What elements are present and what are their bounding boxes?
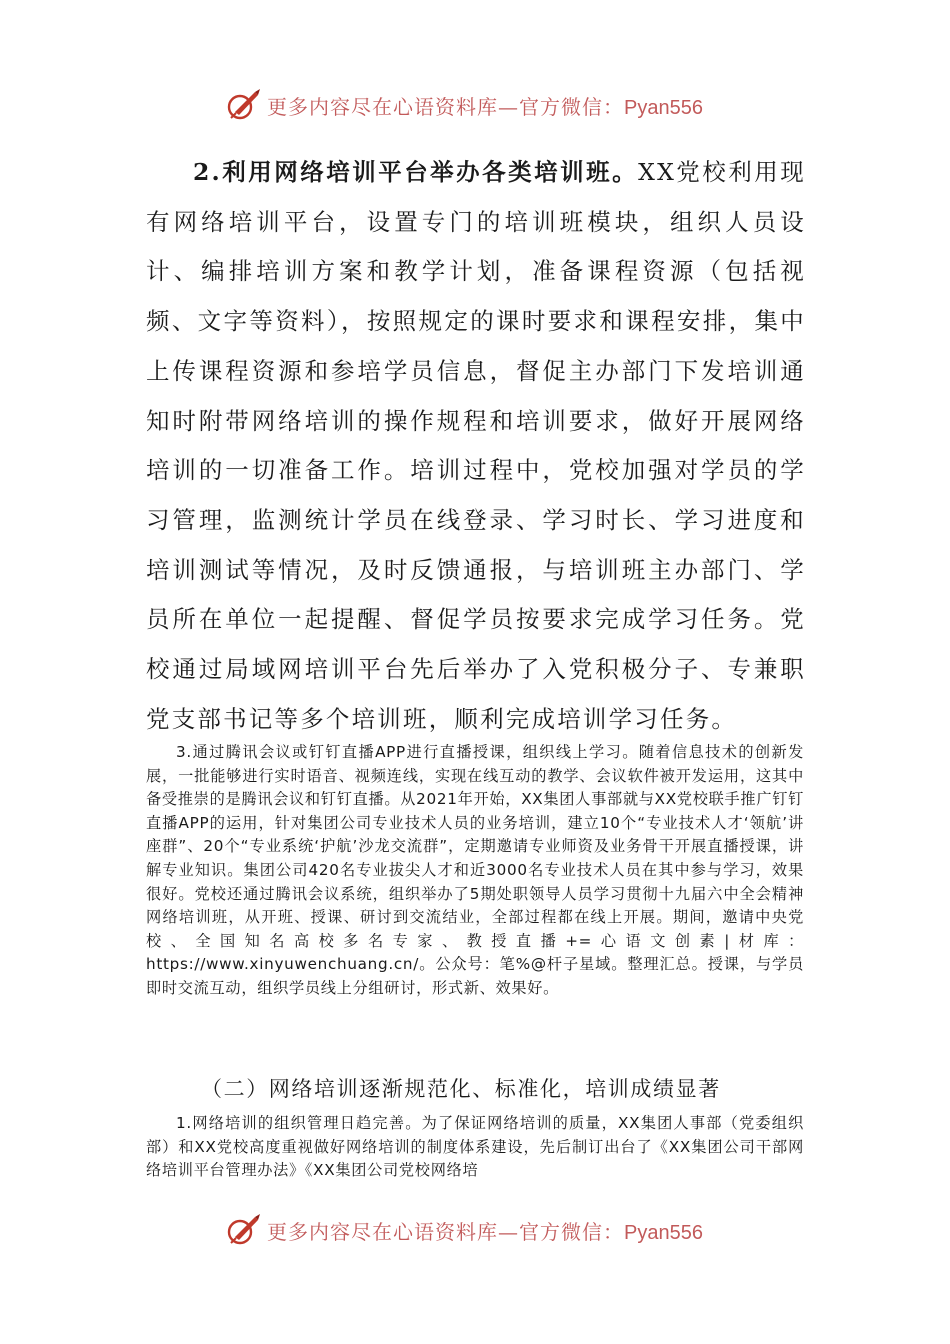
watermark-banner-bottom [225, 1213, 703, 1247]
paragraph-2-body: XX党校利用现有网络培训平台，设置专门的培训班模块，组织人员设计、编排培训方案和教学计划，准备课程资源（包括视频、文字等资料），按照规定的课时要求和课程安排，集中上传课程资源和参培学员信息，督促主办部门下发培训通知时附带网络培训的操作规程和培训要求，做好开展网络培训的一切准备工作。培训过程中，党校加强对学员的学习管理，监测统计学员在线登录、学习时长、学习进度和培训测试等情况，及时反馈通报，与培训班主办部门、学员所在单位一起提醒、督促学员按要求完成学习任务。党校通过局域网培训平台先后举办了入党积极分子、专兼职党支部书记等多个培训班，顺利完成培训学习任务。 [146, 158, 806, 733]
watermark-text: 更多内容尽在心语资料库—官方微信：Pyan556 [267, 1219, 703, 1244]
paragraph-4: 1.网络培训的组织管理日趋完善。为了保证网络培训的质量，XX集团人事部（党委组织部）和XX党校高度重视做好网络培训的制度体系建设，先后制订出台了《XX集团公司干部网络培训平台管理办法》《XX集团公司党校网络培 [146, 1114, 804, 1180]
section-heading: （二）网络培训逐渐规范化、标准化，培训成绩显著 [201, 1077, 721, 1101]
quill-logo-icon [225, 1213, 261, 1247]
watermark-banner-top [225, 88, 703, 122]
paragraph-2 [146, 148, 806, 744]
quill-logo-icon [225, 88, 261, 122]
watermark-text: 更多内容尽在心语资料库—官方微信：Pyan556 [267, 94, 703, 119]
paragraph-2-lead: 2.利用网络培训平台举办各类培训班。 [193, 158, 639, 186]
paragraph-3: 3.通过腾讯会议或钉钉直播APP进行直播授课，组织线上学习。随着信息技术的创新发展，一批能够进行实时语音、视频连线，实现在线互动的教学、会议软件被开发运用，这其中备受推崇的是腾讯会议和钉钉直播。从2021年开始，XX集团人事部就与XX党校联手推广钉钉直播APP的运用，针对集团公司专业技术人员的业务培训，建立10个“专业技术人才‘领航’讲座群”、20个“专业系统‘护航’沙龙交流群”，定期邀请专业师资及业务骨干开展直播授课，讲解专业知识。集团公司420名专业拔尖人才和近3000名专业技术人员在其中参与学习，效果很好。党校还通过腾讯会议系统，组织举办了5期处职领导人员学习贯彻十九届六中全会精神网络培训班，从开班、授课、研讨到交流结业，全部过程都在线上开展。期间，邀请中央党校、全国知名高校多名专家、教授直播+=心语文创素|材库：https://www.xinyuwenchuang.cn/。公众号：笔%@杆子星域。整理汇总。授课，与学员即时交流互动，组织学员线上分组研讨，形式新、效果好。 [146, 743, 804, 997]
